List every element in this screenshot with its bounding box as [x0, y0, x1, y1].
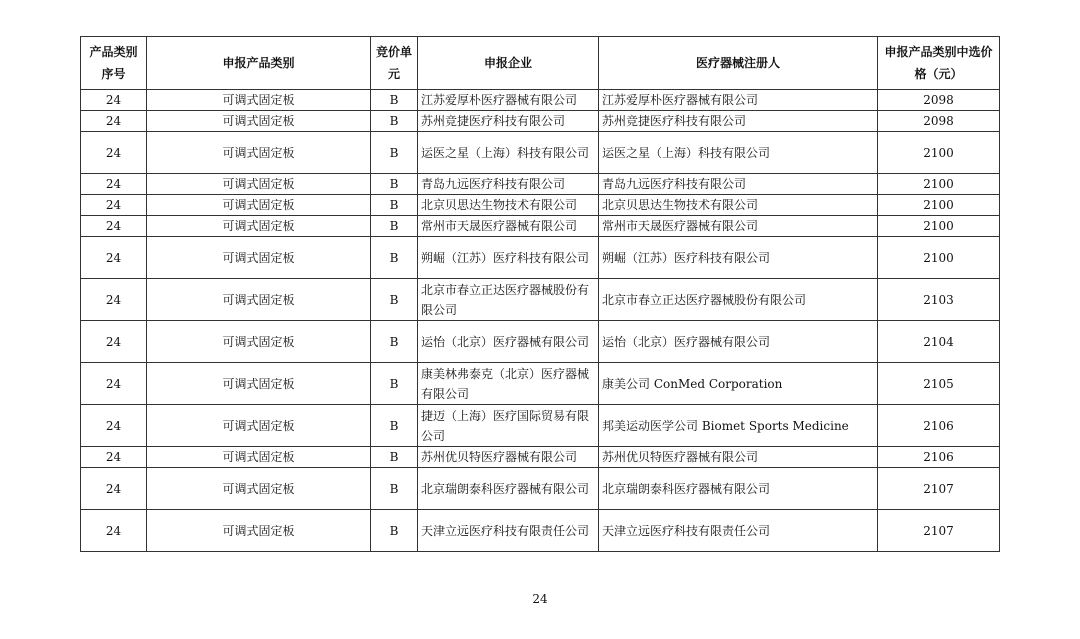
- cell-registrant: 北京市春立正达医疗器械股份有限公司: [599, 279, 878, 321]
- table-row: [81, 111, 1000, 132]
- cell-unit: B: [371, 174, 418, 195]
- cell-applicant: 北京瑞朗泰科医疗器械有限公司: [418, 468, 599, 510]
- cell-registrant: 常州市天晟医疗器械有限公司: [599, 216, 878, 237]
- cell-price: 2104: [878, 321, 1000, 363]
- cell-unit: B: [371, 447, 418, 468]
- cell-category: 可调式固定板: [147, 90, 371, 111]
- cell-unit: B: [371, 510, 418, 552]
- cell-seq: 24: [81, 279, 147, 321]
- header-seq: 产品类别序号: [81, 37, 147, 90]
- cell-category: 可调式固定板: [147, 363, 371, 405]
- cell-seq: 24: [81, 321, 147, 363]
- cell-registrant: 朔崛（江苏）医疗科技有限公司: [599, 237, 878, 279]
- header-unit: 竞价单元: [371, 37, 418, 90]
- cell-price: 2107: [878, 468, 1000, 510]
- cell-unit: B: [371, 111, 418, 132]
- table-row: [81, 279, 1000, 321]
- cell-registrant: 康美公司 ConMed Corporation: [599, 363, 878, 405]
- cell-price: 2105: [878, 363, 1000, 405]
- cell-seq: 24: [81, 132, 147, 174]
- cell-category: 可调式固定板: [147, 447, 371, 468]
- cell-registrant: 青岛九远医疗科技有限公司: [599, 174, 878, 195]
- cell-price: 2100: [878, 174, 1000, 195]
- cell-registrant: 运医之星（上海）科技有限公司: [599, 132, 878, 174]
- cell-category: 可调式固定板: [147, 510, 371, 552]
- cell-applicant: 捷迈（上海）医疗国际贸易有限公司: [418, 405, 599, 447]
- cell-unit: B: [371, 90, 418, 111]
- table-row: [81, 195, 1000, 216]
- table-row: [81, 132, 1000, 174]
- cell-category: 可调式固定板: [147, 132, 371, 174]
- cell-applicant: 天津立远医疗科技有限责任公司: [418, 510, 599, 552]
- cell-seq: 24: [81, 195, 147, 216]
- cell-seq: 24: [81, 405, 147, 447]
- cell-applicant: 青岛九远医疗科技有限公司: [418, 174, 599, 195]
- cell-applicant: 苏州优贝特医疗器械有限公司: [418, 447, 599, 468]
- cell-registrant: 邦美运动医学公司 Biomet Sports Medicine: [599, 405, 878, 447]
- cell-category: 可调式固定板: [147, 321, 371, 363]
- cell-price: 2100: [878, 237, 1000, 279]
- cell-applicant: 康美林弗泰克（北京）医疗器械有限公司: [418, 363, 599, 405]
- table-header-row: [81, 37, 1000, 90]
- cell-unit: B: [371, 321, 418, 363]
- cell-price: 2100: [878, 195, 1000, 216]
- cell-unit: B: [371, 468, 418, 510]
- cell-seq: 24: [81, 111, 147, 132]
- cell-category: 可调式固定板: [147, 195, 371, 216]
- header-applicant: 申报企业: [418, 37, 599, 90]
- header-price: 申报产品类别中选价格（元）: [878, 37, 1000, 90]
- cell-price: 2106: [878, 405, 1000, 447]
- cell-price: 2098: [878, 90, 1000, 111]
- cell-price: 2100: [878, 132, 1000, 174]
- cell-applicant: 北京贝思达生物技术有限公司: [418, 195, 599, 216]
- cell-applicant: 苏州竞捷医疗科技有限公司: [418, 111, 599, 132]
- cell-category: 可调式固定板: [147, 111, 371, 132]
- cell-seq: 24: [81, 216, 147, 237]
- cell-price: 2098: [878, 111, 1000, 132]
- cell-registrant: 苏州竞捷医疗科技有限公司: [599, 111, 878, 132]
- table-row: [81, 321, 1000, 363]
- cell-unit: B: [371, 216, 418, 237]
- cell-unit: B: [371, 363, 418, 405]
- cell-seq: 24: [81, 363, 147, 405]
- cell-registrant: 运怡（北京）医疗器械有限公司: [599, 321, 878, 363]
- cell-registrant: 苏州优贝特医疗器械有限公司: [599, 447, 878, 468]
- cell-category: 可调式固定板: [147, 216, 371, 237]
- table-row: [81, 174, 1000, 195]
- page-number: 24: [532, 592, 548, 606]
- cell-seq: 24: [81, 510, 147, 552]
- table-row: [81, 447, 1000, 468]
- cell-applicant: 运医之星（上海）科技有限公司: [418, 132, 599, 174]
- table-row: [81, 405, 1000, 447]
- cell-registrant: 北京瑞朗泰科医疗器械有限公司: [599, 468, 878, 510]
- cell-seq: 24: [81, 447, 147, 468]
- cell-unit: B: [371, 405, 418, 447]
- cell-unit: B: [371, 279, 418, 321]
- cell-seq: 24: [81, 468, 147, 510]
- table-row: [81, 237, 1000, 279]
- cell-applicant: 常州市天晟医疗器械有限公司: [418, 216, 599, 237]
- cell-category: 可调式固定板: [147, 279, 371, 321]
- cell-applicant: 江苏爱厚朴医疗器械有限公司: [418, 90, 599, 111]
- cell-price: 2107: [878, 510, 1000, 552]
- table-row: [81, 510, 1000, 552]
- table-row: [81, 90, 1000, 111]
- header-category: 申报产品类别: [147, 37, 371, 90]
- cell-category: 可调式固定板: [147, 174, 371, 195]
- cell-category: 可调式固定板: [147, 468, 371, 510]
- cell-registrant: 天津立远医疗科技有限责任公司: [599, 510, 878, 552]
- cell-seq: 24: [81, 90, 147, 111]
- cell-applicant: 运怡（北京）医疗器械有限公司: [418, 321, 599, 363]
- cell-registrant: 江苏爱厚朴医疗器械有限公司: [599, 90, 878, 111]
- cell-applicant: 朔崛（江苏）医疗科技有限公司: [418, 237, 599, 279]
- cell-unit: B: [371, 195, 418, 216]
- cell-price: 2106: [878, 447, 1000, 468]
- cell-seq: 24: [81, 174, 147, 195]
- cell-category: 可调式固定板: [147, 405, 371, 447]
- table-row: [81, 363, 1000, 405]
- cell-applicant: 北京市春立正达医疗器械股份有限公司: [418, 279, 599, 321]
- price-table: [80, 36, 1000, 552]
- cell-unit: B: [371, 237, 418, 279]
- table-row: [81, 216, 1000, 237]
- cell-registrant: 北京贝思达生物技术有限公司: [599, 195, 878, 216]
- cell-price: 2103: [878, 279, 1000, 321]
- cell-category: 可调式固定板: [147, 237, 371, 279]
- cell-seq: 24: [81, 237, 147, 279]
- cell-price: 2100: [878, 216, 1000, 237]
- header-registrant: 医疗器械注册人: [599, 37, 878, 90]
- table-row: [81, 468, 1000, 510]
- cell-unit: B: [371, 132, 418, 174]
